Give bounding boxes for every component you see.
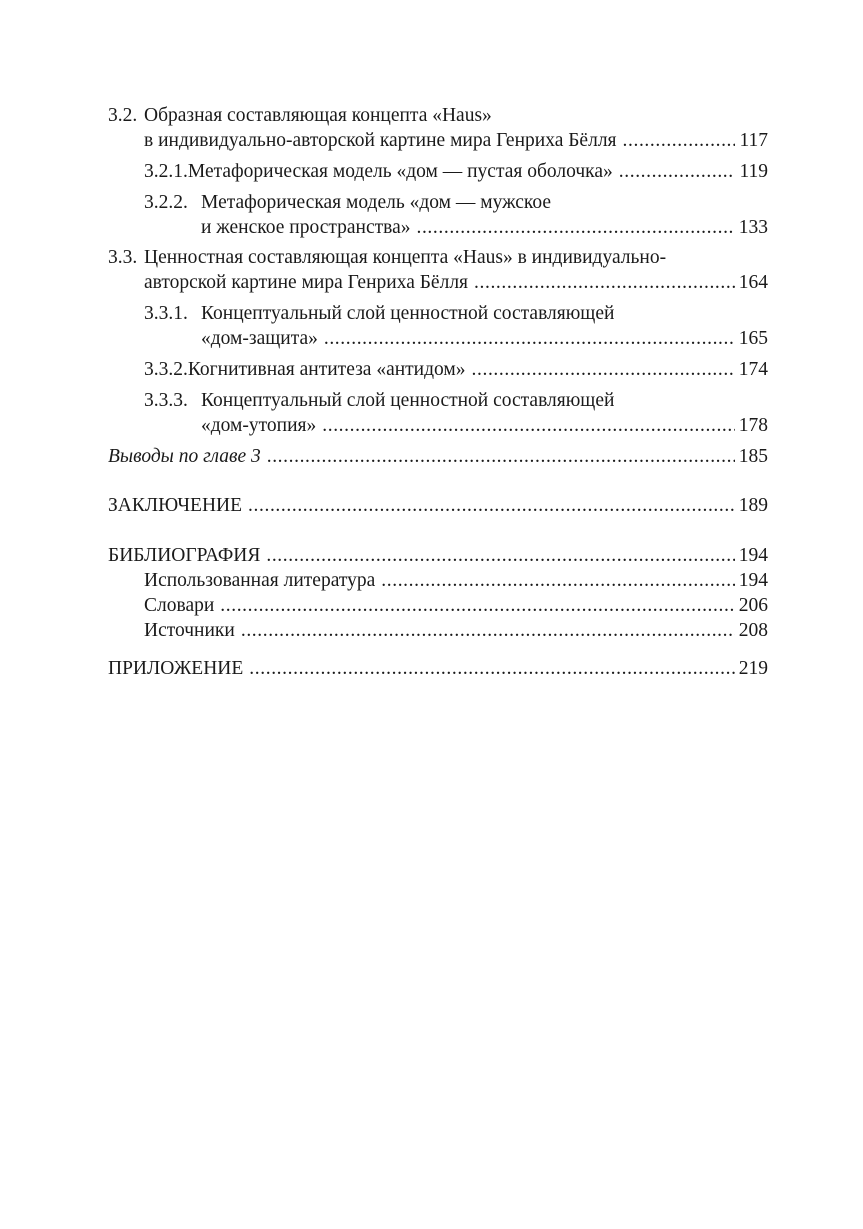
toc-entry-3-3-line2[interactable] xyxy=(144,271,768,295)
page-number: 208 xyxy=(738,620,768,641)
toc-entry-3-3-2[interactable] xyxy=(144,358,768,382)
toc-entry-3-2-1[interactable] xyxy=(144,160,768,184)
entry-title: Метафорическая модель «дом — пустая оболочка» xyxy=(187,161,613,182)
entry-title: и женское пространства» xyxy=(201,217,411,238)
section-number: 3.2.1. xyxy=(144,161,188,182)
leader-dots xyxy=(623,129,736,153)
leader-dots xyxy=(220,594,734,618)
entry-title: БИБЛИОГРАФИЯ xyxy=(108,545,261,566)
leader-dots xyxy=(266,544,734,568)
leader-dots xyxy=(248,494,735,518)
leader-dots xyxy=(241,619,735,643)
page-number: 206 xyxy=(738,595,768,616)
leader-dots xyxy=(249,657,734,681)
section-number: 3.3.2. xyxy=(144,359,188,380)
section-number: 3.3. xyxy=(108,247,138,268)
toc-entry-3-3-1-line2[interactable] xyxy=(201,327,768,351)
leader-dots xyxy=(619,160,736,184)
entry-title: Когнитивная антитеза «антидом» xyxy=(187,359,466,380)
entry-title: ЗАКЛЮЧЕНИЕ xyxy=(108,495,243,516)
section-number: 3.3.3. xyxy=(144,390,188,411)
entry-title: «дом-защита» xyxy=(201,328,318,349)
page-number: 119 xyxy=(739,161,768,182)
section-number: 3.2.2. xyxy=(144,192,188,213)
page-number: 185 xyxy=(738,446,768,467)
entry-title: Концептуальный слой ценностной составляющей xyxy=(201,390,615,411)
page-number: 133 xyxy=(738,217,768,238)
entry-title: в индивидуально-авторской картине мира Генриха Бёлля xyxy=(144,130,617,151)
entry-title: «дом-утопия» xyxy=(201,415,317,436)
leader-dots xyxy=(322,414,735,438)
entry-title: Использованная литература xyxy=(144,570,376,591)
entry-title: Выводы по главе 3 xyxy=(108,446,261,467)
page-number: 164 xyxy=(738,272,768,293)
toc-entry-3-2-line1[interactable] xyxy=(108,104,768,128)
page-number: 117 xyxy=(739,130,768,151)
toc-entry-literature[interactable] xyxy=(144,569,768,593)
entry-title: Метафорическая модель «дом — мужское xyxy=(201,192,551,213)
toc-entry-conclusion[interactable] xyxy=(108,494,768,518)
page-number: 178 xyxy=(738,415,768,436)
toc-entry-dictionaries[interactable] xyxy=(144,594,768,618)
page-number: 194 xyxy=(738,545,768,566)
toc-entry-3-3-line1[interactable] xyxy=(108,246,768,270)
leader-dots xyxy=(381,569,734,593)
toc-entry-3-3-3-line1[interactable] xyxy=(144,389,768,413)
leader-dots xyxy=(474,271,735,295)
entry-title: Словари xyxy=(144,595,215,616)
entry-title: Ценностная составляющая концепта «Haus» в индивидуально- xyxy=(144,247,667,268)
page-number: 189 xyxy=(738,495,768,516)
toc-entry-3-2-line2[interactable] xyxy=(144,129,768,153)
leader-dots xyxy=(416,216,734,240)
section-number: 3.3.1. xyxy=(144,303,188,324)
toc-entry-appendix[interactable] xyxy=(108,657,768,681)
toc-entry-conclusions-ch3[interactable] xyxy=(108,445,768,469)
entry-title: ПРИЛОЖЕНИЕ xyxy=(108,658,244,679)
leader-dots xyxy=(324,327,735,351)
entry-title: авторской картине мира Генриха Бёлля xyxy=(144,272,469,293)
toc-entry-sources[interactable] xyxy=(144,619,768,643)
page-number: 165 xyxy=(738,328,768,349)
page-number: 219 xyxy=(738,658,768,679)
entry-title: Концептуальный слой ценностной составляющей xyxy=(201,303,615,324)
entry-title: Образная составляющая концепта «Haus» xyxy=(144,105,492,126)
leader-dots xyxy=(267,445,735,469)
page-number: 194 xyxy=(738,570,768,591)
toc-entry-3-3-1-line1[interactable] xyxy=(144,302,768,326)
toc-entry-3-2-2-line1[interactable] xyxy=(144,191,768,215)
toc-entry-3-2-2-line2[interactable] xyxy=(201,216,768,240)
leader-dots xyxy=(472,358,735,382)
section-number: 3.2. xyxy=(108,105,138,126)
toc-entry-3-3-3-line2[interactable] xyxy=(201,414,768,438)
page-number: 174 xyxy=(738,359,768,380)
entry-title: Источники xyxy=(144,620,235,641)
toc-entry-bibliography[interactable] xyxy=(108,544,768,568)
